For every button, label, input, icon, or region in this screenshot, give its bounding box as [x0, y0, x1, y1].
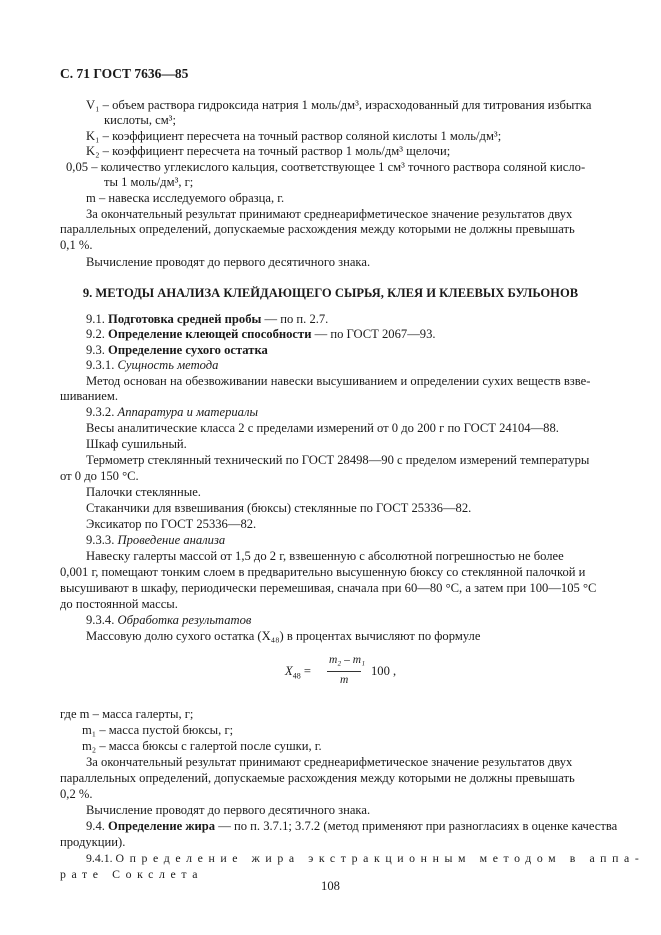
result-para-1c: 0,1 %. — [60, 238, 93, 252]
item-9-4-1: 9.4.1. Определение жира экстракционным методом в аппа- — [86, 851, 645, 865]
section-title: 9. МЕТОДЫ АНАЛИЗА КЛЕЙДАЮЩЕГО СЫРЬЯ, КЛЕЯ И КЛЕЕВЫХ БУЛЬОНОВ — [82, 286, 579, 300]
calc-note-1: Вычисление проводят до первого десятичного знака. — [86, 255, 371, 269]
procedure-2: 0,001 г, помещают тонким слоем в предварительно высушенную бюксу со стеклянной палочкой и — [60, 565, 586, 579]
item-9-3-4: 9.3.4. Обработка результатов — [86, 613, 252, 627]
result-para-1a: За окончательный результат принимают среднеарифметическое значение результатов двух — [86, 207, 573, 221]
method-text-a: Метод основан на обезвоживании навески высушиванием и определении сухих веществ взве- — [86, 374, 591, 388]
page-number: 108 — [321, 879, 340, 893]
def-k1: K₁ – коэффициент пересчета на точный раствор соляной кислоты 1 моль/дм³; — [86, 129, 502, 143]
where-2: m₁ – масса пустой бюксы, г; — [82, 723, 234, 737]
result-para-2a: За окончательный результат принимают среднеарифметическое значение результатов двух — [86, 755, 573, 769]
procedure-4: до постоянной массы. — [60, 597, 178, 611]
procedure-3: высушивают в шкафу, периодически перемешивая, сначала при 60—80 °С, а затем при 100—105 °С — [60, 581, 597, 595]
where-1: где m – масса галерты, г; — [60, 707, 194, 721]
item-9-3: 9.3. Определение сухого остатка — [86, 343, 268, 357]
formula-multiplier: 100 , — [371, 664, 397, 678]
def-005: 0,05 – количество углекислого кальция, соответствующее 1 см³ точного раствора соляной кисло- — [66, 160, 586, 174]
result-para-1b: параллельных определений, допускаемые расхождения между которыми не должны превышать — [60, 222, 575, 236]
fraction-bar — [327, 671, 361, 672]
apparatus-6: Эксикатор по ГОСТ 25336—82. — [86, 517, 257, 531]
def-v1: V₁ – объем раствора гидроксида натрия 1 моль/дм³, израсходованный для титрования избытка — [86, 98, 592, 112]
procedure-1: Навеску галерты массой от 1,5 до 2 г, взвешенную с абсолютной погрешностью не более — [86, 549, 564, 563]
item-9-4: 9.4. Определение жира — по п. 3.7.1; 3.7.2 (метод применяют при разногласиях в оценке качества — [86, 819, 618, 833]
def-005-cont: ты 1 моль/дм³, г; — [104, 175, 194, 189]
item-9-3-2: 9.3.2. Аппаратура и материалы — [86, 405, 258, 419]
def-m: m – навеска исследуемого образца, г. — [86, 191, 285, 205]
apparatus-2: Шкаф сушильный. — [86, 437, 187, 451]
item-9-4-1-cont: рате Сокслета — [60, 867, 204, 881]
formula-lhs: $X_{48}$ = — [285, 664, 311, 681]
formula — [285, 654, 415, 694]
method-text-b: шиванием. — [60, 389, 118, 403]
def-k2: K₂ – коэффициент пересчета на точный раствор 1 моль/дм³ щелочи; — [86, 144, 451, 158]
result-para-2c: 0,2 %. — [60, 787, 93, 801]
item-9-4-cont: продукции). — [60, 835, 126, 849]
apparatus-5: Стаканчики для взвешивания (бюксы) стеклянные по ГОСТ 25336—82. — [86, 501, 472, 515]
page-header: С. 71 ГОСТ 7636—85 — [60, 66, 189, 81]
item-9-2: 9.2. Определение клеющей способности — по ГОСТ 2067—93. — [86, 327, 436, 341]
calc-note-2: Вычисление проводят до первого десятичного знака. — [86, 803, 371, 817]
item-9-3-3: 9.3.3. Проведение анализа — [86, 533, 226, 547]
apparatus-3a: Термометр стеклянный технический по ГОСТ 28498—90 с пределом измерений температуры — [86, 453, 590, 467]
item-9-1: 9.1. Подготовка средней пробы — по п. 2.7. — [86, 312, 329, 326]
apparatus-1: Весы аналитические класса 2 с пределами измерений от 0 до 200 г по ГОСТ 24104—88. — [86, 421, 559, 435]
def-v1-cont: кислоты, см³; — [104, 113, 176, 127]
apparatus-4: Палочки стеклянные. — [86, 485, 201, 499]
apparatus-3b: от 0 до 150 °С. — [60, 469, 139, 483]
formula-numerator: m₂ – m₁ — [329, 654, 366, 666]
results-text: Массовую долю сухого остатка (X₄₈) в процентах вычисляют по формуле — [86, 629, 481, 643]
result-para-2b: параллельных определений, допускаемые расхождения между которыми не должны превышать — [60, 771, 575, 785]
formula-denominator: m — [340, 674, 349, 686]
item-9-3-1: 9.3.1. Сущность метода — [86, 358, 219, 372]
where-3: m₂ – масса бюксы с галертой после сушки, г. — [82, 739, 322, 753]
